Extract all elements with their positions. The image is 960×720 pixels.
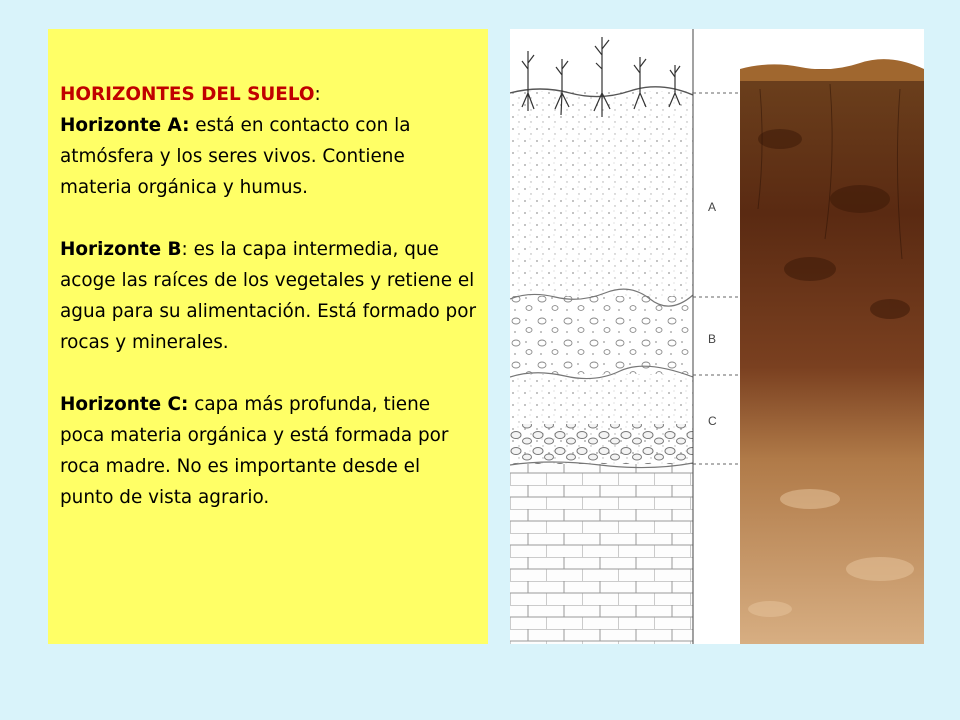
soil-photo (740, 29, 924, 644)
title-paragraph (60, 79, 478, 203)
title-colon: : (314, 84, 321, 105)
diagram-label-b: B (708, 332, 717, 346)
horizon-a-text: está en contacto con la atmósfera y los seres vivos. Contiene materia orgánica y humus. (60, 115, 411, 198)
horizon-c-term: Horizonte C: (60, 394, 189, 415)
horizon-b-text: es la capa intermedia, que acoge las raíces de los vegetales y retiene el agua para su alimentación. Está formado por rocas y minerales. (60, 239, 477, 353)
horizon-b-term: Horizonte B (60, 239, 182, 260)
horizon-b-paragraph (60, 234, 478, 358)
soil-profile-image (510, 29, 924, 644)
slide-title: HORIZONTES DEL SUELO (60, 84, 315, 105)
horizon-c-text: capa más profunda, tiene poca materia orgánica y está formada por roca madre. No es importante desde el punto de vista agrario. (60, 394, 449, 508)
diagram-label-c: C (708, 414, 717, 428)
text-panel (48, 29, 488, 644)
diagram-label-a: A (708, 200, 717, 214)
horizon-a-term: Horizonte A: (60, 115, 190, 136)
horizon-c-paragraph (60, 389, 478, 513)
soil-profile-illustration (510, 29, 924, 644)
horizon-b-colon: : (181, 239, 188, 260)
